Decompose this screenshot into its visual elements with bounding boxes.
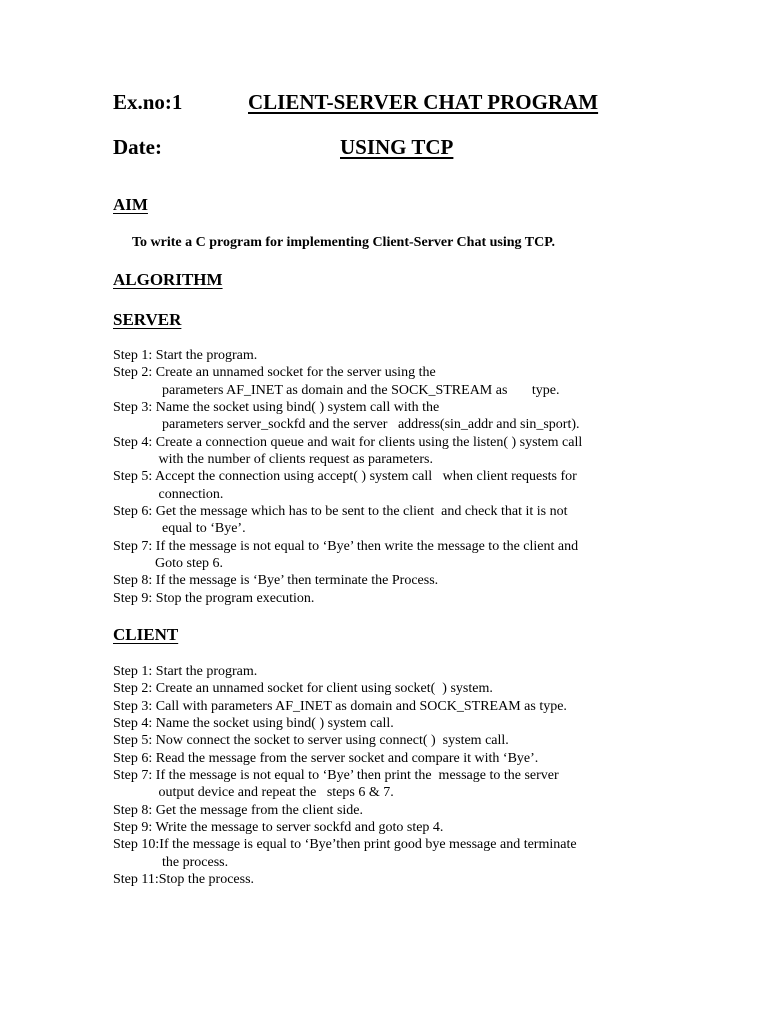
server-step-line: equal to ‘Bye’. xyxy=(113,521,246,536)
client-step-line: Step 8: Get the message from the client side. xyxy=(113,803,363,818)
client-step-line: Step 5: Now connect the socket to server using connect( ) system call. xyxy=(113,733,509,748)
client-step-line: Step 4: Name the socket using bind( ) system call. xyxy=(113,716,394,731)
document-title-line2: USING TCP xyxy=(340,135,454,159)
server-step-line: Step 2: Create an unnamed socket for the server using the xyxy=(113,365,436,380)
server-step-line: with the number of clients request as parameters. xyxy=(113,452,433,467)
aim-text: To write a C program for implementing Client-Server Chat using TCP. xyxy=(132,235,555,250)
aim-heading: AIM xyxy=(113,195,148,214)
client-step-line: Step 3: Call with parameters AF_INET as domain and SOCK_STREAM as type. xyxy=(113,699,567,714)
server-step-line: parameters AF_INET as domain and the SOCK_STREAM as type. xyxy=(113,383,560,398)
client-step-line: Step 10:If the message is equal to ‘Bye’then print good bye message and terminate xyxy=(113,837,577,852)
client-step-line: Step 6: Read the message from the server socket and compare it with ‘Bye’. xyxy=(113,751,539,766)
server-step-line: Step 7: If the message is not equal to ‘Bye’ then write the message to the client and xyxy=(113,539,579,554)
server-step-line: Step 9: Stop the program execution. xyxy=(113,591,315,606)
client-step-line: Step 11:Stop the process. xyxy=(113,872,255,887)
document-title-line1: CLIENT-SERVER CHAT PROGRAM xyxy=(248,90,599,114)
client-step-line: Step 1: Start the program. xyxy=(113,664,258,679)
server-step-line: Step 8: If the message is ‘Bye’ then terminate the Process. xyxy=(113,573,439,588)
server-step-line: Step 6: Get the message which has to be sent to the client and check that it is not xyxy=(113,504,568,519)
server-heading: SERVER xyxy=(113,310,182,329)
client-step-line: Step 2: Create an unnamed socket for client using socket( ) system. xyxy=(113,681,493,696)
algorithm-heading: ALGORITHM xyxy=(113,270,223,289)
client-step-line: the process. xyxy=(113,855,229,870)
client-step-line: output device and repeat the steps 6 & 7. xyxy=(113,785,394,800)
server-step-line: Goto step 6. xyxy=(113,556,224,571)
client-heading: CLIENT xyxy=(113,625,179,644)
server-step-line: Step 4: Create a connection queue and wait for clients using the listen( ) system call xyxy=(113,435,583,450)
server-step-line: connection. xyxy=(113,487,224,502)
server-step-line: parameters server_sockfd and the server address(sin_addr and sin_sport). xyxy=(113,417,580,432)
date-label: Date: xyxy=(113,135,162,159)
client-step-line: Step 9: Write the message to server sockfd and goto step 4. xyxy=(113,820,444,835)
server-step-line: Step 1: Start the program. xyxy=(113,348,258,363)
server-step-line: Step 5: Accept the connection using accept( ) system call when client requests for xyxy=(113,469,577,484)
exercise-number: Ex.no:1 xyxy=(113,90,183,114)
server-step-line: Step 3: Name the socket using bind( ) system call with the xyxy=(113,400,440,415)
client-step-line: Step 7: If the message is not equal to ‘Bye’ then print the message to the server xyxy=(113,768,559,783)
